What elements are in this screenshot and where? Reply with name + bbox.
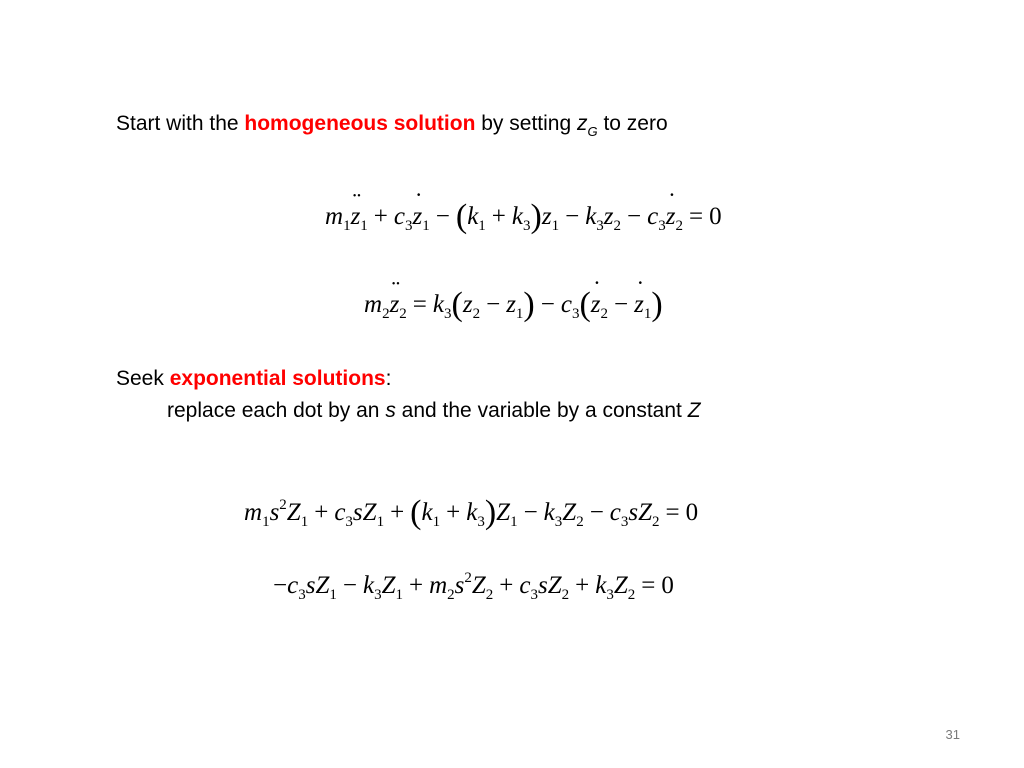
intro-text-end: to zero xyxy=(603,112,668,135)
seek-text: Seek xyxy=(116,367,164,390)
variable-z-subscript: G xyxy=(587,124,598,139)
replace-text-start: replace each dot by an xyxy=(167,399,380,422)
replace-text-mid: and the variable by a constant xyxy=(401,399,682,422)
equation-4: $-c_3sZ_1 - k_3Z_1 + m_2s^2Z_2 + c_3sZ_2 + k_3Z_2 = 0$ xyxy=(273,570,674,603)
variable-z: z xyxy=(576,112,588,135)
homogeneous-solution-highlight: homogeneous solution xyxy=(244,112,476,135)
variable-Z: Z xyxy=(687,399,701,422)
equation-2: $m_2¨$ $z_2 = k_3(z_2 - z_1)$ − $c_3(˙$ $z_2$ −˙ $z_1$) xyxy=(364,285,663,319)
equation-1: $m_1¨$ $z_1$ + $c_3˙$ $z_1 - (k_1 + k_3)z_1 - k_3z_2$ − $c_3˙$ $z_2 = 0$ xyxy=(325,197,722,231)
intro-text-start: Start with the xyxy=(116,112,239,135)
equation-3: $m_1s^2Z_1 + c_3sZ_1 + (k_1 + k_3)Z_1 - k_3Z_2 - c_3sZ_2 = 0$ xyxy=(244,494,699,531)
seek-line xyxy=(116,368,391,389)
seek-colon: : xyxy=(385,367,392,390)
intro-text-mid: by setting xyxy=(481,112,572,135)
variable-s: s xyxy=(385,399,396,422)
exponential-solutions-highlight: exponential solutions xyxy=(169,367,386,390)
replace-line xyxy=(167,400,701,421)
intro-line xyxy=(116,112,668,139)
page-number: 31 xyxy=(945,727,960,742)
